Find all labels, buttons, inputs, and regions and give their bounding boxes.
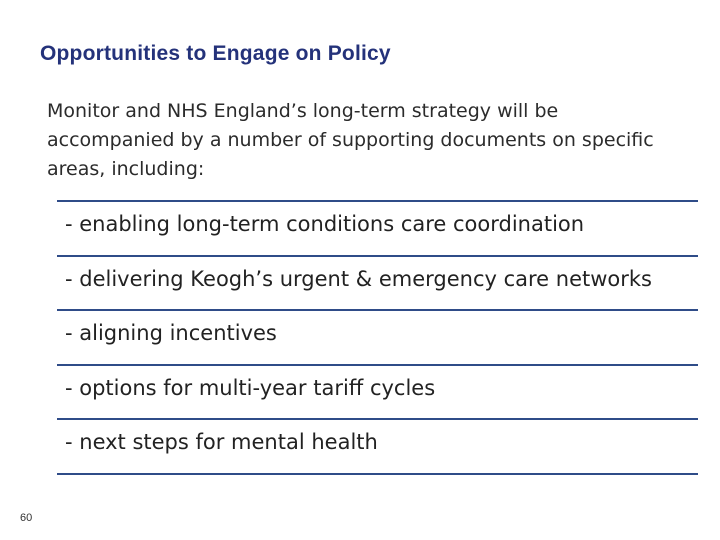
page-number: 60	[20, 512, 33, 524]
list-item: - options for multi-year tariff cycles	[57, 366, 698, 421]
supporting-documents-list	[57, 200, 698, 475]
slide-title: Opportunities to Engage on Policy	[40, 42, 391, 65]
list-item: - aligning incentives	[57, 311, 698, 366]
list-item: - next steps for mental health	[57, 420, 698, 475]
intro-paragraph: Monitor and NHS England’s long-term strategy will be accompanied by a number of supporting documents on specific areas, including:	[47, 100, 654, 180]
list-item: - enabling long-term conditions care coordination	[57, 202, 698, 257]
list-item: - delivering Keogh’s urgent & emergency care networks	[57, 257, 698, 312]
